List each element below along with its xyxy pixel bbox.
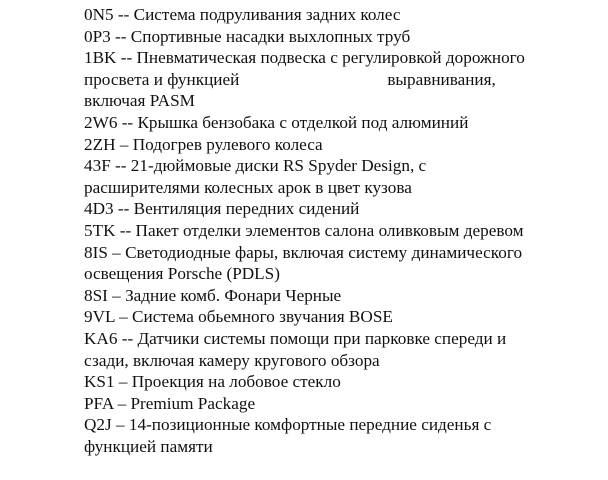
option-43f-continued: расширителями колесных арок в цвет кузова: [84, 177, 412, 197]
option-4d3: 4D3 -- Вентиляция передних сидений: [84, 199, 360, 219]
option-ka6: KA6 -- Датчики системы помощи при парковке спереди и: [84, 328, 507, 348]
option-9vl: 9VL – Система обьемного звучания BOSE: [84, 307, 393, 327]
option-1bk-continued: [84, 69, 600, 91]
option-43f: 43F -- 21-дюймовые диски RS Spyder Design, с: [84, 156, 427, 176]
option-5tk: 5TK -- Пакет отделки элементов салона оливковым деревом: [84, 220, 524, 240]
options-list: [84, 4, 600, 457]
option-1bk-part: просвета и функцией: [84, 69, 240, 89]
option-8is: 8IS – Светодиодные фары, включая систему динамического: [84, 242, 523, 262]
option-2zh: 2ZH – Подогрев рулевого колеса: [84, 134, 323, 154]
option-ka6-continued: сзади, включая камеру кругового обзора: [84, 350, 380, 370]
option-8is-continued: освещения Porsche (PDLS): [84, 264, 280, 284]
option-1bk-part: выравнивания,: [387, 69, 496, 89]
option-0n5: 0N5 -- Система подруливания задних колес: [84, 5, 401, 24]
option-q2j-continued: функцией памяти: [84, 436, 213, 456]
option-q2j: Q2J – 14-позиционные комфортные передние сиденья с: [84, 415, 492, 435]
option-2w6: 2W6 -- Крышка бензобака с отделкой под алюминий: [84, 112, 469, 132]
option-1bk: 1BK -- Пневматическая подвеска с регулировкой дорожного: [84, 48, 525, 68]
option-ks1: KS1 – Проекция на лобовое стекло: [84, 372, 341, 392]
option-8si: 8SI – Задние комб. Фонари Черные: [84, 285, 342, 305]
option-pfa: PFA – Premium Package: [84, 393, 256, 413]
option-1bk-continued: включая PASM: [84, 91, 195, 111]
option-0p3: 0P3 -- Спортивные насадки выхлопных труб: [84, 26, 411, 46]
